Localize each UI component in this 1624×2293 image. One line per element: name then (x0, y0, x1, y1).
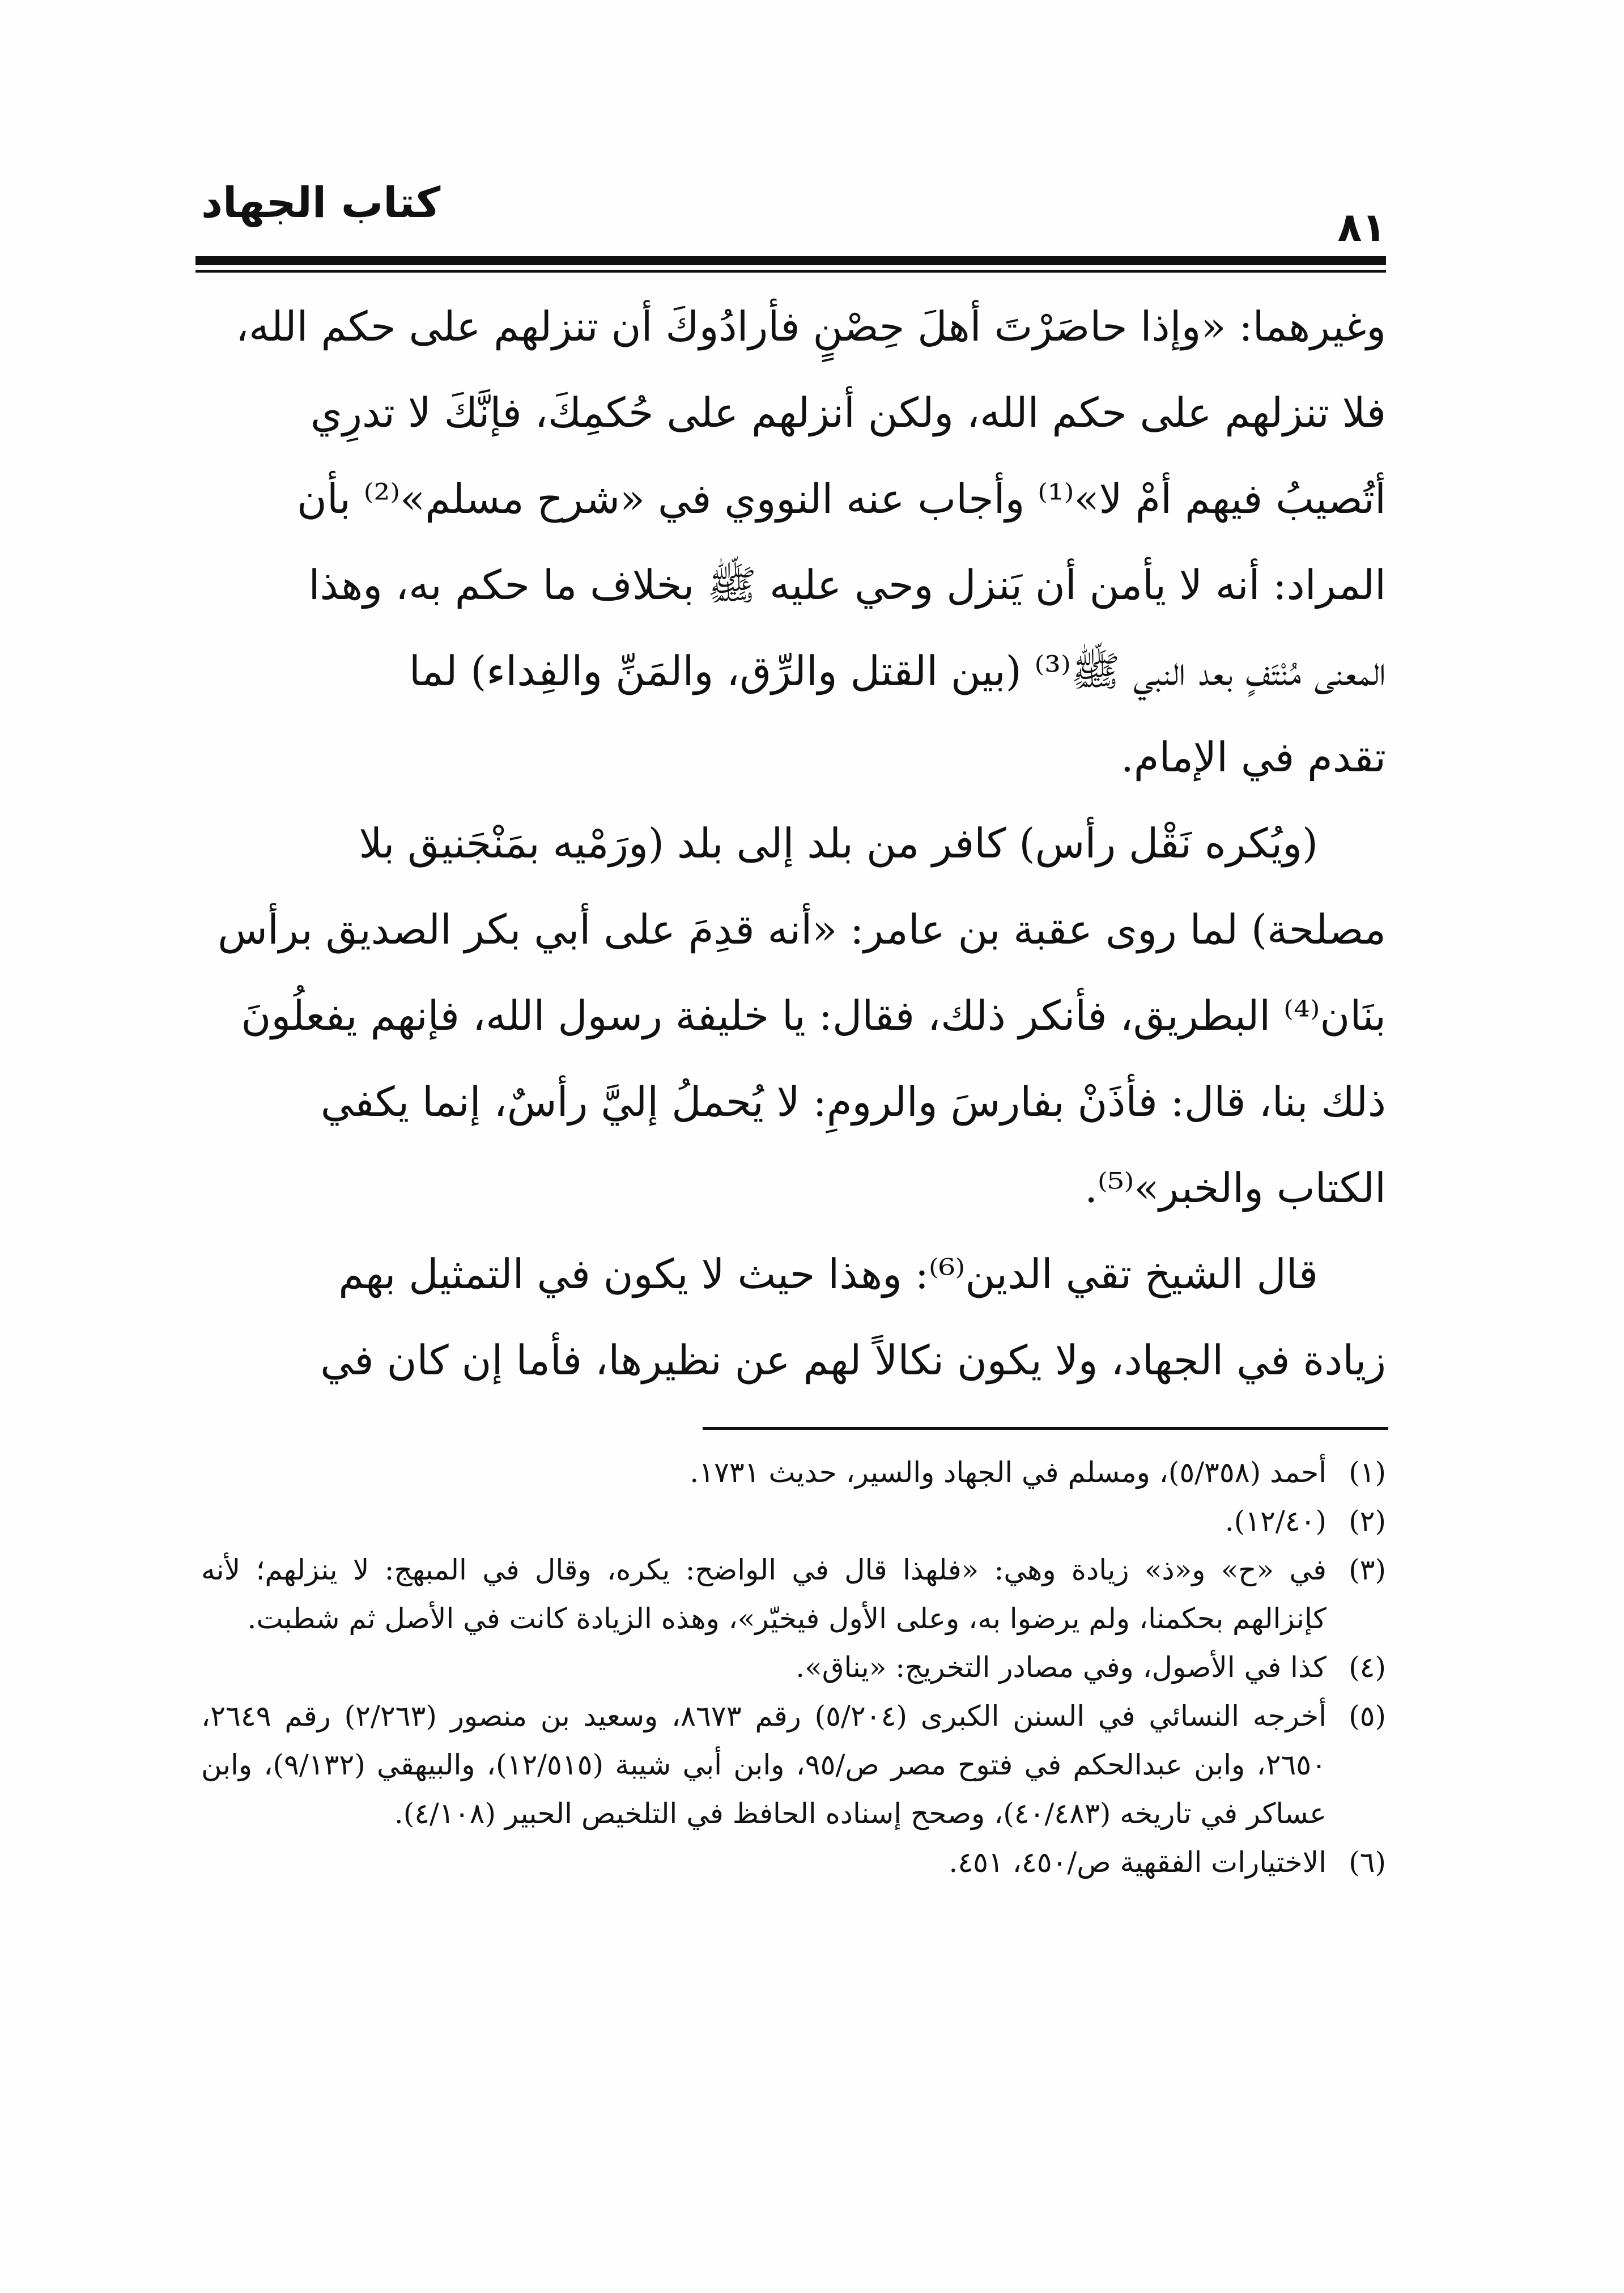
footnote-item (201, 1692, 1386, 1838)
text-line: تقدم في الإمام. (1120, 733, 1386, 781)
text-line: فلا تنزلهم على حكم الله، ولكن أنزلهم على حُكمِكَ، فإنَّكَ لا تدرِي (310, 389, 1386, 436)
text-line: المعنى مُنْتَفٍ بعد النبي ﷺ⁽³⁾ (بين القتل والرِّق، والمَنِّ والفِداء) لما (409, 647, 1386, 695)
text-line: بنَان⁽⁴⁾ البطريق، فأنكر ذلك، فقال: يا خليفة رسول الله، فإنهم يفعلُونَ (241, 992, 1386, 1039)
footnote-text: أحمد (٥/٣٥٨)، ومسلم في الجهاد والسير، حديث ١٧٣١. (690, 1456, 1327, 1489)
text-line: ذلك بنا، قال: فأذَنْ بفارسَ والرومِ: لا يُحملُ إليَّ رأسٌ، إنما يكفي (320, 1078, 1386, 1126)
text-line: زيادة في الجهاد، ولا يكون نكالاً لهم عن نظيرها، فأما إن كان في (320, 1336, 1386, 1384)
text-line: المراد: أنه لا يأمن أن يَنزل وحي عليه ﷺ بخلاف ما حكم به، وهذا (308, 561, 1386, 609)
footnote-separator (703, 1427, 1388, 1430)
text-line: (ويُكره نَقْل رأس) كافر من بلد إلى بلد (ورَمْيه بمَنْجَنيق بلا (359, 819, 1318, 867)
footnote-number: (٤) (1349, 1651, 1386, 1684)
footnote-item (201, 1497, 1386, 1545)
footnote-text: في «ح» و«ذ» زيادة وهي: «فلهذا قال في الواضح: يكره، وقال في المبهج: لا ينزلهم؛ لأنه كإنزالهم بحكمنا، ولم يرضوا به، وعلى الأول فيخيّر»، وهذه الزيادة كانت في الأصل ثم شطبت. (201, 1553, 1327, 1635)
footnote-text: الاختيارات الفقهية ص/٤٥٠، ٤٥١. (949, 1846, 1327, 1879)
footnote-number: (٢) (1349, 1505, 1386, 1538)
text-line: مصلحة) لما روى عقبة بن عامر: «أنه قدِمَ على أبي بكر الصديق برأس (218, 906, 1386, 953)
footnote-item (201, 1838, 1386, 1887)
footnote-number: (١) (1349, 1456, 1386, 1489)
footnote-number: (٦) (1349, 1846, 1386, 1879)
footnote-text: أخرجه النسائي في السنن الكبرى (٥/٢٠٤) رقم ٨٦٧٣، وسعيد بن منصور (٢/٢٦٣) رقم ٢٦٤٩، ٢٦٥٠، وابن عبدالحكم في فتوح مصر ص/٩٥، وابن أبي شيبة (١٢/٥١٥)، والبيهقي (٩/١٣٢)، وابن عساكر في تاريخه (٤٠/٤٨٣)، وصحح إسناده الحافظ في التلخيص الحبير (٤/١٠٨). (201, 1700, 1327, 1830)
paragraph-3 (201, 1231, 1386, 1403)
text-line: أتُصيبُ فيهم أمْ لا»⁽¹⁾ وأجاب عنه النووي في «شرح مسلم»⁽²⁾ بأن (297, 475, 1386, 523)
text-line: وغيرهما: «وإذا حاصَرْتَ أهلَ حِصْنٍ فأرادُوكَ أن تنزلهم على حكم الله، (235, 303, 1386, 350)
footnote-item (201, 1545, 1386, 1643)
page-header (195, 173, 1386, 269)
page-number: ٨١ (1337, 204, 1386, 250)
footnotes (201, 1448, 1386, 1887)
header-rule-thick (195, 256, 1386, 265)
footnote-item (201, 1448, 1386, 1497)
main-text (201, 283, 1386, 1403)
text-line: الكتاب والخبر»⁽⁵⁾. (1085, 1164, 1386, 1212)
header-rule-thin (195, 270, 1386, 273)
running-title: كتاب الجهاد (201, 179, 441, 227)
paragraph-1 (201, 283, 1386, 800)
paragraph-2 (201, 800, 1386, 1231)
footnote-item (201, 1643, 1386, 1692)
footnote-text: (١٢/٤٠). (1225, 1505, 1327, 1538)
footnote-text: كذا في الأصول، وفي مصادر التخريج: «يناق». (796, 1651, 1327, 1684)
text-line: قال الشيخ تقي الدين⁽⁶⁾: وهذا حيث لا يكون في التمثيل بهم (338, 1250, 1318, 1298)
footnote-number: (٥) (1349, 1700, 1386, 1733)
footnote-number: (٣) (1349, 1553, 1386, 1586)
